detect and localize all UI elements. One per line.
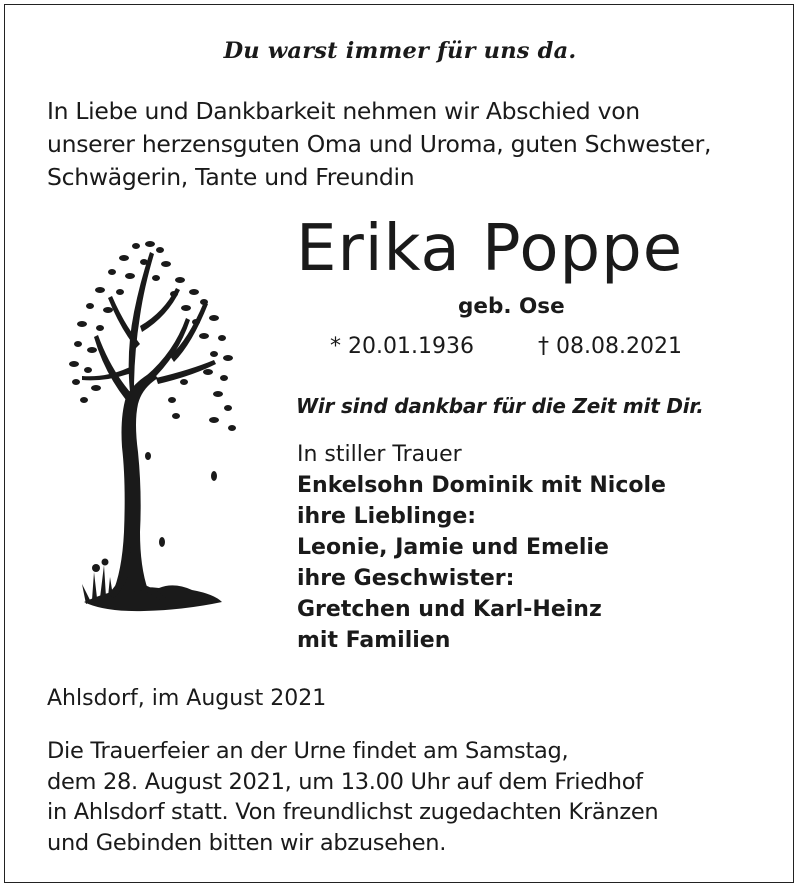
mourners-block [297, 439, 666, 656]
ceremony-line: und Gebinden bitten wir abzusehen. [47, 829, 447, 856]
mourner-line: ihre Lieblinge: [297, 504, 477, 529]
intro-text [47, 95, 711, 194]
ceremony-line: Die Trauerfeier an der Urne findet am Samstag, [47, 738, 569, 764]
mourner-line: ihre Geschwister: [297, 566, 515, 591]
ceremony-line: in Ahlsdorf statt. Von freundlichst zugedachten Kränzen [47, 799, 659, 825]
motto: Du warst immer für uns da. [223, 38, 577, 64]
mourner-line: Gretchen und Karl-Heinz [297, 597, 602, 622]
birth-name: geb. Ose [458, 294, 565, 319]
intro-line: unserer herzensguten Oma und Uroma, guten Schwester, [47, 130, 712, 158]
mourner-line: Leonie, Jamie und Emelie [297, 535, 609, 560]
mourners-intro: In stiller Trauer [297, 442, 462, 467]
birth-date: * 20.01.1936 [330, 334, 474, 359]
ceremony-line: dem 28. August 2021, um 13.00 Uhr auf dem Friedhof [47, 768, 643, 795]
intro-line: Schwägerin, Tante und Freundin [47, 163, 415, 191]
deceased-name: Erika Poppe [296, 212, 684, 286]
thanks-line: Wir sind dankbar für die Zeit mit Dir. [296, 394, 704, 418]
mourner-line: mit Familien [297, 628, 451, 653]
place-date: Ahlsdorf, im August 2021 [47, 686, 327, 711]
death-date: † 08.08.2021 [538, 334, 682, 359]
leaves [69, 241, 236, 554]
ceremony-text [47, 736, 658, 858]
intro-line: In Liebe und Dankbarkeit nehmen wir Abschied von [47, 97, 640, 125]
tree-silhouette-icon [64, 232, 244, 622]
mourner-line: Enkelsohn Dominik mit Nicole [297, 473, 666, 498]
